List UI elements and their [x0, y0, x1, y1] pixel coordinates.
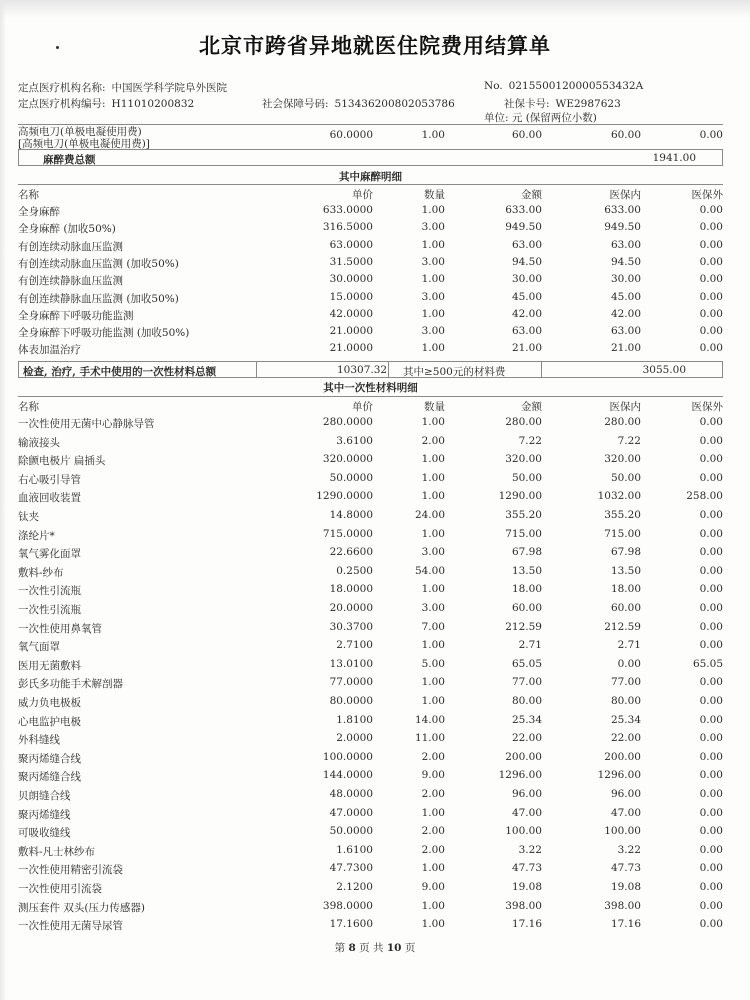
anesthesia-total-value: 1941.00: [652, 152, 696, 164]
item-qty: 1.00: [421, 204, 445, 216]
item-qty: 14.00: [414, 713, 445, 726]
col-header-price: 单价: [352, 401, 373, 413]
item-qty: 1.00: [421, 490, 445, 503]
col-header-out-insurance: 医保外: [691, 189, 723, 201]
item-amount: 47.73: [511, 862, 542, 875]
item-amount: 18.00: [511, 583, 542, 596]
item-amount: 949.50: [505, 221, 542, 234]
anesthesia-section-title: 其中麻醉明细: [339, 171, 402, 183]
materials-over500-value: 3055.00: [642, 364, 686, 376]
item-qty: 2.00: [421, 825, 445, 838]
item-name: 敷料-凡士林纱布: [18, 845, 96, 858]
item-out-insurance: 0.00: [699, 639, 723, 652]
item-qty: 1.00: [421, 527, 445, 540]
institution-code: H11010200832: [111, 98, 195, 110]
item-amount: 77.00: [511, 676, 542, 689]
item-amount: 355.20: [505, 509, 542, 521]
item-qty: 54.00: [414, 564, 445, 577]
box-separator: [388, 362, 389, 377]
item-in-insurance: 63.00: [610, 325, 641, 338]
item-qty: 1.00: [421, 416, 445, 428]
item-out-insurance: 0.00: [699, 342, 723, 355]
item-name: 氧气雾化面罩: [18, 548, 81, 561]
item-name: 一次性使用鼻氧管: [18, 622, 102, 635]
item-price: 47.7300: [329, 862, 373, 875]
item-out-insurance: 65.05: [692, 657, 723, 670]
item-price: 18.0000: [329, 583, 373, 596]
item-out-insurance: 258.00: [686, 490, 723, 503]
item-out-insurance: 0.00: [699, 564, 723, 577]
item-name: 医用无菌敷料: [18, 659, 81, 672]
item-in-insurance: 47.73: [610, 862, 641, 875]
page-prefix: 第: [334, 942, 346, 954]
item-amount: 715.00: [505, 527, 542, 540]
col-header-qty: 数量: [424, 401, 445, 413]
item-in-insurance: 63.00: [610, 238, 641, 251]
materials-total-row: [18, 361, 723, 378]
item-price: 1290.0000: [316, 490, 373, 503]
item-out-insurance: 0.00: [699, 676, 723, 689]
item-amount: 1296.00: [498, 769, 542, 782]
item-price: 633.0000: [322, 204, 373, 216]
item-name: 聚丙烯缝线: [18, 808, 71, 821]
page-suffix: 页: [404, 942, 416, 954]
item-price: 2.0000: [336, 732, 373, 745]
item-out-insurance: 0.00: [699, 527, 723, 540]
top-item-amount: 60.00: [511, 129, 542, 141]
item-amount: 67.98: [511, 546, 542, 559]
item-price: 17.1600: [329, 918, 373, 931]
item-out-insurance: 0.00: [699, 255, 723, 268]
item-qty: 1.00: [421, 583, 445, 596]
item-amount: 45.00: [511, 290, 542, 303]
item-in-insurance: 7.22: [617, 434, 641, 447]
item-in-insurance: 21.00: [610, 342, 641, 355]
item-qty: 1.00: [421, 471, 445, 484]
institution-name-label: 定点医疗机构名称:: [18, 82, 106, 94]
item-name: 敷料-纱布: [18, 566, 64, 579]
item-name: 一次性使用引流袋: [18, 883, 102, 895]
item-in-insurance: 949.50: [604, 221, 641, 234]
page-total: 10: [386, 942, 402, 954]
item-amount: 200.00: [505, 750, 542, 763]
item-price: 21.0000: [329, 342, 373, 355]
item-qty: 2.00: [421, 750, 445, 763]
col-header-qty: 数量: [424, 189, 445, 201]
top-item-row: [18, 124, 723, 152]
item-in-insurance: 13.50: [610, 564, 641, 577]
document-number: 0215500120000553432A: [508, 80, 644, 92]
item-out-insurance: 0.00: [699, 713, 723, 726]
item-price: 47.0000: [329, 806, 373, 819]
item-price: 144.0000: [322, 769, 373, 782]
item-in-insurance: 19.08: [610, 881, 641, 893]
item-amount: 13.50: [511, 564, 542, 577]
top-item-out-insurance: 0.00: [699, 129, 723, 141]
scan-left-shadow: [0, 0, 6, 1000]
top-item-name-2: [高频电刀(单极电凝使用费)]: [18, 138, 150, 150]
item-price: 1.8100: [336, 713, 373, 726]
item-price: 398.0000: [322, 899, 373, 912]
item-name: 贝朗缝合线: [18, 790, 71, 802]
item-out-insurance: 0.00: [699, 732, 723, 745]
item-amount: 50.00: [511, 471, 542, 484]
item-price: 3.6100: [336, 434, 373, 447]
item-in-insurance: 200.00: [604, 750, 641, 763]
item-in-insurance: 80.00: [610, 695, 641, 707]
social-security-number: 513436200802053786: [334, 98, 455, 110]
item-name: 钛夹: [18, 511, 39, 523]
item-name: 右心吸引导管: [18, 473, 81, 486]
item-out-insurance: 0.00: [699, 583, 723, 596]
item-price: 316.5000: [322, 221, 373, 234]
item-name: 一次性使用精密引流袋: [18, 864, 123, 877]
item-name: 全身麻醉: [18, 206, 60, 218]
item-in-insurance: 2.71: [617, 639, 641, 652]
item-in-insurance: 3.22: [617, 843, 641, 856]
item-out-insurance: 0.00: [699, 695, 723, 707]
item-name: 可吸收缝线: [18, 827, 71, 840]
item-qty: 24.00: [414, 509, 445, 521]
item-qty: 9.00: [421, 881, 445, 893]
ss-card-line: [504, 96, 621, 111]
item-out-insurance: 0.00: [699, 221, 723, 234]
item-price: 0.2500: [336, 564, 373, 577]
top-item-qty: 1.00: [421, 129, 445, 141]
item-qty: 2.00: [421, 788, 445, 800]
col-header-name: 名称: [18, 401, 39, 413]
item-amount: 25.34: [511, 713, 542, 726]
item-name: 全身麻醉下呼吸功能监测: [18, 309, 134, 322]
item-in-insurance: 100.00: [604, 825, 641, 838]
social-security-line: [262, 96, 455, 111]
box-separator: [256, 362, 257, 377]
item-in-insurance: 17.16: [610, 918, 641, 931]
scan-edge-shadow: [0, 0, 750, 18]
item-amount: 280.00: [505, 416, 542, 428]
item-in-insurance: 45.00: [610, 290, 641, 303]
item-out-insurance: 0.00: [699, 273, 723, 286]
document-number-label: No.: [484, 80, 503, 92]
box-separator: [541, 362, 542, 377]
item-name: 全身麻醉 (加收50%): [18, 223, 116, 236]
item-amount: 94.50: [511, 255, 542, 268]
item-price: 14.8000: [329, 509, 373, 521]
item-amount: 65.05: [511, 657, 542, 670]
item-out-insurance: 0.00: [699, 416, 723, 428]
top-item-price: 60.0000: [329, 129, 373, 141]
item-price: 30.0000: [329, 273, 373, 286]
item-in-insurance: 30.00: [610, 273, 641, 286]
item-amount: 63.00: [511, 238, 542, 251]
item-price: 21.0000: [329, 325, 373, 338]
item-price: 100.0000: [322, 750, 373, 763]
item-out-insurance: 0.00: [699, 509, 723, 521]
item-in-insurance: 1296.00: [597, 769, 641, 782]
item-name: 一次性引流瓶: [18, 585, 81, 598]
institution-name-line: [18, 80, 227, 95]
top-item-name-1: 高频电刀(单极电凝使用费): [18, 126, 142, 138]
item-name: 有创连续静脉血压监测: [18, 275, 123, 288]
item-out-insurance: 0.00: [699, 750, 723, 763]
item-name: 有创连续动脉血压监测: [18, 240, 123, 253]
item-name: 一次性使用无菌中心静脉导管: [18, 418, 155, 430]
item-amount: 633.00: [505, 204, 542, 216]
page-number: 8: [348, 942, 356, 954]
item-out-insurance: 0.00: [699, 620, 723, 633]
item-in-insurance: 0.00: [617, 657, 641, 670]
item-out-insurance: 0.00: [699, 881, 723, 893]
item-qty: 3.00: [421, 290, 445, 303]
item-out-insurance: 0.00: [699, 325, 723, 338]
item-price: 320.0000: [322, 453, 373, 466]
item-name: 有创连续动脉血压监测 (加收50%): [18, 257, 179, 270]
col-header-price: 单价: [352, 189, 373, 201]
item-qty: 1.00: [421, 806, 445, 819]
item-qty: 3.00: [421, 255, 445, 268]
item-qty: 9.00: [421, 769, 445, 782]
item-qty: 11.00: [414, 732, 445, 745]
item-out-insurance: 0.00: [699, 769, 723, 782]
item-in-insurance: 1032.00: [597, 490, 641, 503]
item-qty: 1.00: [421, 342, 445, 355]
item-qty: 3.00: [421, 602, 445, 614]
item-price: 2.7100: [336, 639, 373, 652]
item-price: 15.0000: [329, 290, 373, 303]
item-out-insurance: 0.00: [699, 862, 723, 875]
item-name: 有创连续静脉血压监测 (加收50%): [18, 292, 179, 305]
item-amount: 100.00: [505, 825, 542, 838]
item-qty: 7.00: [421, 620, 445, 633]
item-price: 280.0000: [322, 416, 373, 428]
item-qty: 1.00: [421, 676, 445, 689]
item-price: 48.0000: [329, 788, 373, 800]
item-price: 63.0000: [329, 238, 373, 251]
item-price: 77.0000: [329, 676, 373, 689]
page-footer: [0, 940, 750, 955]
item-in-insurance: 18.00: [610, 583, 641, 596]
item-amount: 3.22: [518, 843, 542, 856]
item-in-insurance: 42.00: [610, 307, 641, 320]
item-in-insurance: 94.50: [610, 255, 641, 268]
item-amount: 212.59: [505, 620, 542, 633]
item-in-insurance: 22.00: [610, 732, 641, 745]
institution-code-label: 定点医疗机构编号:: [18, 98, 106, 110]
item-price: 30.3700: [329, 620, 373, 633]
document-title: 北京市跨省异地就医住院费用结算单: [199, 34, 551, 58]
item-out-insurance: 0.00: [699, 825, 723, 838]
item-amount: 80.00: [511, 695, 542, 707]
institution-name: 中国医学科学院阜外医院: [111, 82, 228, 94]
document-number-line: [484, 80, 643, 92]
item-in-insurance: 280.00: [604, 416, 641, 428]
item-name: 威力负电极板: [18, 697, 81, 709]
item-in-insurance: 77.00: [610, 676, 641, 689]
item-qty: 3.00: [421, 325, 445, 338]
top-item-in-insurance: 60.00: [610, 129, 641, 141]
item-out-insurance: 0.00: [699, 806, 723, 819]
item-out-insurance: 0.00: [699, 453, 723, 466]
currency-unit: 单位: 元 (保留两位小数): [484, 112, 597, 124]
institution-code-line: [18, 96, 194, 111]
item-in-insurance: 633.00: [604, 204, 641, 216]
item-price: 715.0000: [322, 527, 373, 540]
item-out-insurance: 0.00: [699, 843, 723, 856]
item-qty: 1.00: [421, 238, 445, 251]
item-name: 聚丙烯缝合线: [18, 771, 81, 784]
item-in-insurance: 715.00: [604, 527, 641, 540]
item-in-insurance: 398.00: [604, 899, 641, 912]
item-in-insurance: 96.00: [610, 788, 641, 800]
item-qty: 3.00: [421, 221, 445, 234]
item-price: 80.0000: [329, 695, 373, 707]
item-in-insurance: 60.00: [610, 602, 641, 614]
page-mid: 页 共: [359, 942, 384, 954]
item-price: 50.0000: [329, 825, 373, 838]
col-header-name: 名称: [18, 189, 39, 201]
item-qty: 1.00: [421, 307, 445, 320]
item-out-insurance: 0.00: [699, 290, 723, 303]
item-name: 测压套件 双头(压力传感器): [18, 901, 146, 914]
item-in-insurance: 320.00: [604, 453, 641, 466]
materials-section-title: 其中一次性材料明细: [323, 382, 418, 394]
materials-total-value: 10307.32: [337, 364, 388, 376]
item-amount: 60.00: [511, 602, 542, 614]
item-out-insurance: 0.00: [699, 602, 723, 614]
ss-card-label: 社保卡号:: [504, 98, 550, 110]
item-qty: 3.00: [421, 546, 445, 559]
materials-over500-label: 其中≥500元的材料费: [403, 366, 506, 378]
item-qty: 1.00: [421, 862, 445, 875]
item-price: 20.0000: [329, 602, 373, 614]
item-name: 血液回收装置: [18, 492, 81, 505]
item-qty: 1.00: [421, 273, 445, 286]
item-price: 50.0000: [329, 471, 373, 484]
item-qty: 1.00: [421, 695, 445, 707]
item-out-insurance: 0.00: [699, 434, 723, 447]
item-qty: 2.00: [421, 843, 445, 856]
item-amount: 17.16: [511, 918, 542, 931]
item-name: 一次性使用无菌导尿管: [18, 920, 123, 933]
item-out-insurance: 0.00: [699, 471, 723, 484]
item-qty: 1.00: [421, 899, 445, 912]
item-price: 42.0000: [329, 307, 373, 320]
item-qty: 1.00: [421, 639, 445, 652]
item-out-insurance: 0.00: [699, 204, 723, 216]
item-qty: 1.00: [421, 453, 445, 466]
ss-card-number: WE2987623: [555, 98, 621, 110]
item-out-insurance: 0.00: [699, 238, 723, 251]
anesthesia-total-label: 麻醉费总额: [43, 154, 96, 166]
item-name: 除颤电极片 扁插头: [18, 455, 106, 468]
item-amount: 30.00: [511, 273, 542, 286]
divider: [18, 396, 723, 397]
col-header-in-insurance: 医保内: [609, 189, 641, 201]
item-price: 13.0100: [329, 657, 373, 670]
item-qty: 2.00: [421, 434, 445, 447]
item-amount: 1290.00: [498, 490, 542, 503]
item-qty: 5.00: [421, 657, 445, 670]
item-amount: 19.08: [511, 881, 542, 893]
item-amount: 22.00: [511, 732, 542, 745]
item-amount: 7.22: [518, 434, 542, 447]
col-header-out-insurance: 医保外: [691, 401, 723, 413]
item-amount: 2.71: [518, 639, 542, 652]
item-amount: 21.00: [511, 342, 542, 355]
item-price: 2.1200: [336, 881, 373, 893]
item-name: 彭氏多功能手术解剖器: [18, 678, 123, 691]
item-out-insurance: 0.00: [699, 546, 723, 559]
col-header-amount: 金额: [521, 189, 542, 201]
col-header-in-insurance: 医保内: [609, 401, 641, 413]
item-qty: 1.00: [421, 918, 445, 931]
item-price: 22.6600: [329, 546, 373, 559]
item-name: 聚丙烯缝合线: [18, 752, 81, 765]
item-name: 一次性引流瓶: [18, 604, 81, 616]
item-out-insurance: 0.00: [699, 788, 723, 800]
item-amount: 42.00: [511, 307, 542, 320]
col-header-amount: 金额: [521, 401, 542, 413]
item-amount: 320.00: [505, 453, 542, 466]
item-in-insurance: 25.34: [610, 713, 641, 726]
item-name: 外科缝线: [18, 734, 60, 747]
item-in-insurance: 67.98: [610, 546, 641, 559]
item-amount: 47.00: [511, 806, 542, 819]
item-in-insurance: 212.59: [604, 620, 641, 633]
item-name: 全身麻醉下呼吸功能监测 (加收50%): [18, 327, 190, 340]
materials-total-label: 检查, 治疗, 手术中使用的一次性材料总额: [23, 366, 217, 378]
item-price: 1.6100: [336, 843, 373, 856]
item-amount: 398.00: [505, 899, 542, 912]
item-out-insurance: 0.00: [699, 918, 723, 931]
item-name: 心电监护电极: [18, 715, 81, 728]
item-amount: 63.00: [511, 325, 542, 338]
social-security-label: 社会保障号码:: [262, 98, 329, 110]
item-out-insurance: 0.00: [699, 307, 723, 320]
item-in-insurance: 355.20: [604, 509, 641, 521]
item-name: 体表加温治疗: [18, 344, 81, 357]
divider: [18, 184, 723, 185]
item-in-insurance: 50.00: [610, 471, 641, 484]
item-amount: 96.00: [511, 788, 542, 800]
item-out-insurance: 0.00: [699, 899, 723, 912]
item-name: 输液接头: [18, 436, 60, 449]
item-price: 31.5000: [329, 255, 373, 268]
item-name: 氧气面罩: [18, 641, 60, 654]
item-in-insurance: 47.00: [610, 806, 641, 819]
anesthesia-total-row: [18, 149, 723, 166]
item-name: 涤纶片*: [18, 529, 55, 542]
